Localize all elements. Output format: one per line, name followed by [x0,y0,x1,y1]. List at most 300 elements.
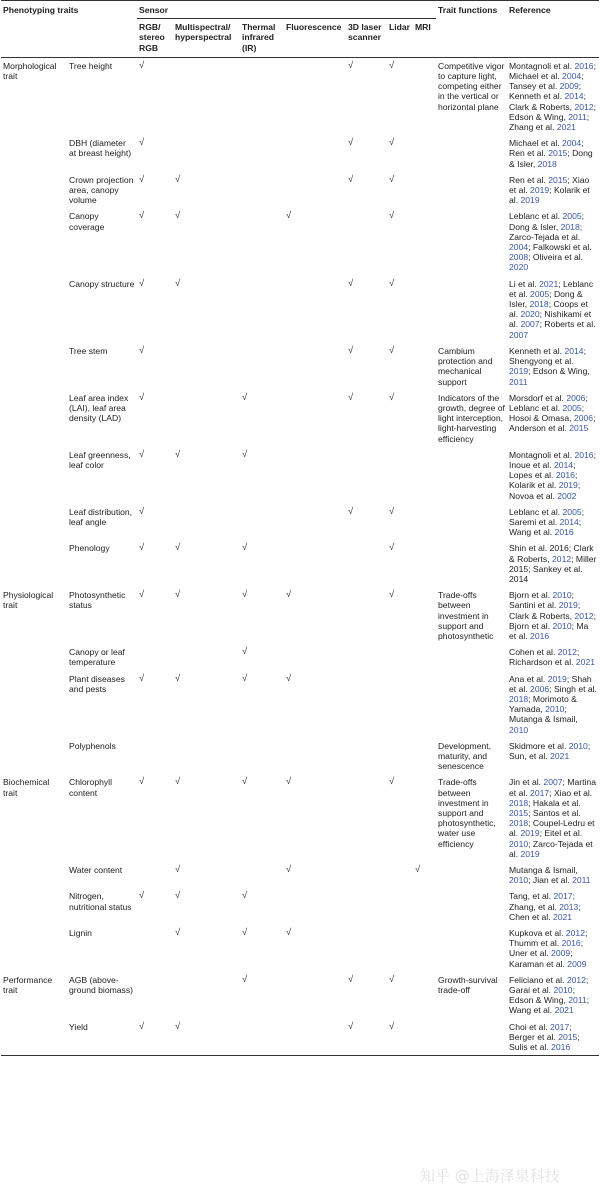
check-thermal: √ [242,646,248,658]
reference-year-link[interactable]: 2010 [552,620,572,631]
check-mri [413,925,436,972]
reference-year-link[interactable]: 2015 [548,148,568,159]
reference-list [507,504,599,541]
reference-year-link[interactable]: 2005 [530,288,550,299]
trait-name: Canopy coverage [69,211,105,232]
trait-name: Chlorophyll content [69,777,112,798]
check-3d-laser [346,862,387,888]
reference-year-link[interactable]: 2010 [552,590,572,601]
check-fluorescence: √ [286,864,292,876]
trait-function [436,540,507,587]
reference-year-link[interactable]: 2011 [572,875,591,886]
header-sensor-3d-laser: 3D laser scanner [346,19,387,58]
reference-year-link[interactable]: 2010 [553,985,573,996]
reference-year-link[interactable]: 2021 [575,657,596,668]
reference-year-link[interactable]: 2013 [559,901,579,912]
check-mri [413,587,436,644]
trait-name: Leaf distribution, leaf angle [69,506,133,527]
reference-text: ; Coops et al. [509,299,588,320]
check-mri [413,644,436,670]
reference-text: Choi et al. [509,1021,551,1032]
reference-year-link[interactable]: 2018 [537,158,557,169]
trait-name: Polyphenols [69,740,116,751]
table-row [1,774,599,862]
check-thermal [240,208,284,275]
header-sensor-fluorescence: Fluorescence [284,19,346,58]
reference-year-link[interactable]: 2017 [553,891,573,902]
check-3d-laser [346,925,387,972]
reference-text: ; Zarco-Tejada et al. [509,838,593,859]
reference-year-link[interactable]: 2018 [560,221,580,232]
trait-name: Lignin [69,928,92,939]
trait-name: Nitrogen, nutritional status [69,891,132,912]
check-mri [413,774,436,862]
reference-text: ; Kenneth et al. [509,81,582,102]
reference-year-link[interactable]: 2005 [562,211,582,222]
check-lidar: √ [387,1019,413,1056]
check-mri [413,343,436,390]
reference-list [507,862,599,888]
check-fluorescence: √ [286,776,292,788]
reference-year-link[interactable]: 2002 [557,490,577,501]
reference-text: ; Leblanc et al. [509,278,594,299]
trait-name: AGB (above-ground biomass) [69,974,134,996]
reference-year-link[interactable]: 2004 [562,138,582,149]
reference-text: Leblanc et al. [509,211,563,222]
check-thermal: √ [242,973,248,985]
reference-year-link[interactable]: 2014 [559,516,579,527]
reference-year-link[interactable]: 2018 [509,818,529,829]
reference-text: Tang, et al. [509,891,554,902]
reference-year-link[interactable]: 2016 [554,527,574,538]
check-thermal [240,172,284,209]
check-rgb: √ [139,776,145,788]
check-lidar [387,738,413,775]
reference-year-link[interactable]: 2016 [574,60,594,71]
trait-category [1,390,67,447]
reference-text: Michael et al. [509,138,563,149]
reference-list [507,135,599,172]
check-multispectral [173,390,240,447]
header-sensor: Sensor [137,1,436,19]
reference-year-link[interactable]: 2007 [520,319,540,330]
trait-category [1,208,67,275]
reference-year-link[interactable]: 2016 [530,630,550,641]
check-fluorescence [284,972,346,1019]
check-rgb: √ [139,542,145,554]
reference-year-link[interactable]: 2016 [574,449,594,460]
reference-year-link[interactable]: 2012 [574,610,594,621]
reference-text: ; Dong & Isler, [509,211,585,232]
reference-year-link[interactable]: 2016 [555,470,575,481]
check-3d-laser [346,540,387,587]
trait-name: Tree stem [69,345,108,356]
reference-text: ; Shah et al. [509,673,592,694]
reference-year-link[interactable]: 2019 [547,673,567,684]
reference-text: Montagnoli et al. [509,449,575,460]
check-lidar [387,888,413,925]
reference-text: ; Saremi et al. [509,506,585,527]
reference-year-link[interactable]: 2015 [548,174,568,185]
reference-text: ; Clark & Roberts, [509,600,581,621]
reference-list [507,208,599,275]
trait-name: Phenology [69,543,110,554]
check-lidar: √ [389,277,395,289]
check-3d-laser: √ [348,173,354,185]
reference-text: ; Inoue et al. [509,449,596,470]
table-row [1,208,599,275]
reference-year-link[interactable]: 2011 [568,111,587,122]
reference-text: ; Berger et al. [509,1021,572,1042]
reference-year-link[interactable]: 2014 [553,459,574,470]
check-rgb: √ [137,1019,173,1056]
reference-year-link[interactable]: 2017 [530,787,550,798]
reference-year-link[interactable]: 2010 [545,704,565,715]
reference-text: ; Wang et al. [509,516,582,538]
reference-list [507,774,599,862]
reference-text: ; Sulis et al. [509,1031,580,1053]
check-thermal: √ [242,542,248,554]
check-thermal: √ [242,672,248,684]
reference-year-link[interactable]: 2021 [550,751,570,761]
reference-year-link[interactable]: 2019 [520,848,540,859]
reference-year-link[interactable]: 2018 [509,693,529,704]
check-rgb: √ [139,505,145,517]
reference-text: Bjorn et al. [509,590,553,601]
check-thermal [240,276,284,343]
reference-text: ; Coupel-Ledru et al. [509,818,595,839]
reference-text: ; Mutanga & Ismail, [509,704,578,725]
check-thermal: √ [242,890,248,902]
reference-year-link[interactable]: 2019 [558,480,578,491]
trait-function: Indicators of the growth, degree of light interception, light-harvesting efficiency [438,392,505,444]
check-multispectral: √ [175,890,181,902]
header-blank [1,19,67,58]
reference-text: ; Dong & Isler, [509,148,593,169]
trait-function [436,644,507,670]
check-mri: √ [415,864,421,876]
reference-text: Feliciano et al. [509,974,567,985]
trait-name: Crown projection area, canopy volume [69,174,134,206]
reference-text: ; Kolarik et al. [509,470,578,491]
reference-year-link[interactable]: 2015 [558,1031,578,1042]
reference-year-link[interactable]: 2012 [574,101,594,112]
reference-text: Shin et al. 2016; Clark & Roberts, [509,543,594,564]
check-3d-laser [346,738,387,775]
check-lidar [387,644,413,670]
reference-text: ; Dong & Isler, [509,288,583,310]
reference-year-link[interactable]: 2014 [564,345,584,356]
check-multispectral: √ [175,277,181,289]
reference-text: Mutanga & Ismail, [509,865,578,876]
reference-text: ; Richardson et al. [509,647,580,668]
trait-function [436,208,507,275]
reference-year-link[interactable]: 2012 [552,553,572,564]
check-rgb: √ [139,672,145,684]
reference-text: ; Roberts et al. [539,319,596,330]
check-multispectral [173,343,240,390]
reference-text: ; Thumm et al. [509,928,588,949]
check-3d-laser [346,888,387,925]
reference-text: Ana et al. [509,673,548,684]
reference-list [507,540,599,587]
reference-year-link[interactable]: 2021 [554,1005,574,1016]
check-thermal [240,738,284,775]
reference-year-link[interactable]: 2007 [509,329,529,340]
trait-category [1,925,67,972]
reference-year-link[interactable]: 2009 [567,958,587,969]
check-lidar: √ [389,973,395,985]
trait-name: Canopy or leaf temperature [69,647,125,668]
reference-year-link[interactable]: 2012 [557,647,577,658]
check-lidar: √ [389,210,395,222]
reference-list [507,57,599,135]
check-fluorescence [284,57,346,135]
table-row [1,447,599,504]
reference-year-link[interactable]: 2019 [520,195,540,206]
reference-year-link[interactable]: 2008 [509,252,529,263]
reference-year-link[interactable]: 2016 [561,938,581,949]
reference-text: ; Santos et al. [528,808,581,819]
check-mri [413,540,436,587]
check-lidar: √ [389,391,395,403]
reference-year-link[interactable]: 2015 [569,423,589,434]
trait-category [1,504,67,541]
check-mri [413,671,436,738]
reference-year-link[interactable]: 2020 [520,309,540,320]
trait-category: Morphological trait [3,60,57,82]
check-fluorescence [284,343,346,390]
check-thermal [240,504,284,541]
check-lidar [387,862,413,888]
table-row [1,972,599,1019]
trait-function [436,1019,507,1056]
check-rgb [137,972,173,1019]
reference-year-link[interactable]: 2010 [509,875,529,886]
check-lidar: √ [389,344,395,356]
reference-text: ; Chen et al. [509,901,581,922]
trait-name: Yield [67,1019,137,1056]
reference-text: ; Garai et al. [509,974,589,996]
trait-name: Leaf area index (LAI), leaf area density (LAD) [69,392,129,424]
check-multispectral: √ [175,542,181,554]
reference-list [507,925,599,972]
reference-year-link[interactable]: 2021 [556,122,576,133]
trait-function [436,925,507,972]
reference-list [507,276,599,343]
check-multispectral [173,644,240,670]
reference-text: ; Zhang et al. [509,111,590,133]
reference-year-link[interactable]: 2019 [558,600,578,611]
table-row [1,587,599,644]
reference-year-link[interactable]: 2009 [559,81,579,92]
reference-year-link[interactable]: 2004 [562,71,582,82]
reference-text: Morsdorf et al. [509,392,567,403]
check-multispectral: √ [173,1019,240,1056]
reference-text: ; Tansey et al. [509,71,584,92]
check-fluorescence [284,738,346,775]
check-mri [413,390,436,447]
check-mri [413,57,436,135]
reference-list [507,671,599,738]
reference-text: ; Sun, et al. [509,740,591,761]
trait-category [1,276,67,343]
trait-function [436,671,507,738]
table-row [1,504,599,541]
check-lidar: √ [389,589,395,601]
check-3d-laser: √ [348,505,354,517]
check-multispectral: √ [175,589,181,601]
reference-text: ; Karaman et al. [509,948,573,969]
reference-list [507,172,599,209]
reference-year-link[interactable]: 2010 [509,838,529,849]
header-blank [507,19,599,58]
check-rgb: √ [139,277,145,289]
reference-list [507,343,599,390]
trait-function [436,862,507,888]
check-fluorescence: √ [286,672,292,684]
reference-year-link[interactable]: 2011 [568,995,587,1006]
reference-text: Kupkova et al. [509,928,566,939]
check-rgb [137,738,173,775]
reference-year-link[interactable]: 2014 [564,91,584,102]
reference-text: ; Anderson et al. [509,413,596,434]
reference-text: ; Zarco-Tejada et al. [509,221,583,242]
reference-text: Montagnoli et al. [509,60,575,71]
reference-year-link[interactable]: 2012 [565,928,585,939]
reference-year-link[interactable]: 2018 [509,797,529,808]
reference-text: ; Leblanc et al. [509,392,588,413]
check-fluorescence [284,172,346,209]
reference-year-link[interactable]: 2006 [530,683,550,694]
check-3d-laser: √ [348,973,354,985]
header-traits: Phenotyping traits [1,1,137,19]
trait-category [1,135,67,172]
reference-text: ; Ren et al. [509,138,584,159]
table-row [1,57,599,135]
check-3d-laser [346,774,387,862]
reference-text: Kenneth et al. [509,345,565,356]
table-row [1,644,599,670]
trait-function [436,276,507,343]
check-rgb: √ [139,173,145,185]
check-multispectral: √ [175,210,181,222]
check-multispectral: √ [175,776,181,788]
check-fluorescence [284,644,346,670]
check-mri [413,135,436,172]
reference-year-link[interactable]: 2009 [551,948,571,959]
check-multispectral: √ [175,448,181,460]
check-3d-laser [346,208,387,275]
header-sensor-thermal: Thermal infrared (IR) [240,19,284,58]
header-blank [67,19,137,58]
reference-year-link[interactable]: 2010 [509,724,529,735]
check-fluorescence: √ [286,927,292,939]
reference-text: ; Xiao et al. [549,787,593,798]
reference-year-link[interactable]: 2004 [509,242,529,253]
reference-year-link[interactable]: 2007 [543,777,563,788]
reference-year-link[interactable]: 2010 [568,740,588,751]
check-rgb [137,862,173,888]
reference-list [507,644,599,670]
reference-year-link[interactable]: 2019 [509,366,529,377]
table-row [1,862,599,888]
reference-text: ; Kolarik et al. [509,185,590,206]
check-rgb [137,644,173,670]
reference-text: Li et al. [509,278,540,289]
reference-year-link[interactable]: 2015 [509,808,529,819]
check-lidar [387,671,413,738]
reference-year-link[interactable]: 2005 [562,402,582,413]
check-thermal: √ [242,448,248,460]
reference-text: ; Singh et al. [549,683,597,694]
reference-year-link[interactable]: 2006 [566,392,586,403]
reference-list [507,1019,599,1056]
check-lidar: √ [389,173,395,185]
reference-year-link[interactable]: 2005 [562,506,582,517]
reference-text: ; Hosoi & Omasa, [509,402,585,424]
check-3d-laser: √ [348,391,354,403]
check-mri [413,1019,436,1056]
reference-text: ; Edson & Wing, [509,985,575,1006]
reference-year-link[interactable]: 2016 [551,1042,571,1053]
reference-list [507,738,599,775]
header-blank [436,19,507,58]
check-thermal [240,135,284,172]
table-row [1,671,599,738]
reference-year-link[interactable]: 2021 [539,278,559,289]
trait-function: Development, maturity, and senescence [438,740,492,772]
trait-function: Trade-offs between investment in support and photosynthetic, water use efficiency [438,777,496,849]
reference-text: Ren et al. [509,174,549,185]
reference-year-link[interactable]: 2018 [529,299,549,310]
check-fluorescence [284,135,346,172]
trait-category [1,1019,67,1056]
check-lidar: √ [389,776,395,788]
table-row [1,135,599,172]
reference-text: Skidmore et al. [509,740,569,751]
check-multispectral: √ [175,864,181,876]
reference-year-link[interactable]: 2020 [509,262,529,273]
check-fluorescence [284,888,346,925]
check-mri [413,172,436,209]
reference-text: ; Clark & Roberts, [509,91,586,112]
reference-year-link[interactable]: 2011 [509,376,528,387]
reference-text: Cohen et al. [509,647,558,658]
trait-name: Canopy structure [69,278,135,289]
check-rgb: √ [139,448,145,460]
reference-year-link[interactable]: 2012 [566,974,586,985]
header-reference: Reference [507,1,599,19]
reference-year-link[interactable]: 2019 [520,828,540,839]
reference-year-link[interactable]: 2006 [573,413,594,424]
trait-function [436,172,507,209]
reference-text: ; Morimoto & Yamada, [509,693,577,715]
reference-year-link[interactable]: 2017 [550,1021,570,1032]
reference-text: Jin et al. [509,777,544,788]
check-rgb: √ [139,210,145,222]
trait-category: Biochemical trait [3,777,50,798]
reference-year-link[interactable]: 2021 [552,911,573,922]
reference-text: ; Wang et al. [509,995,590,1016]
check-3d-laser: √ [348,277,354,289]
check-multispectral: √ [175,173,181,185]
table-row [1,738,599,775]
reference-year-link[interactable]: 2019 [530,185,550,196]
check-multispectral [173,972,240,1019]
check-thermal [240,1019,284,1056]
trait-function [436,135,507,172]
